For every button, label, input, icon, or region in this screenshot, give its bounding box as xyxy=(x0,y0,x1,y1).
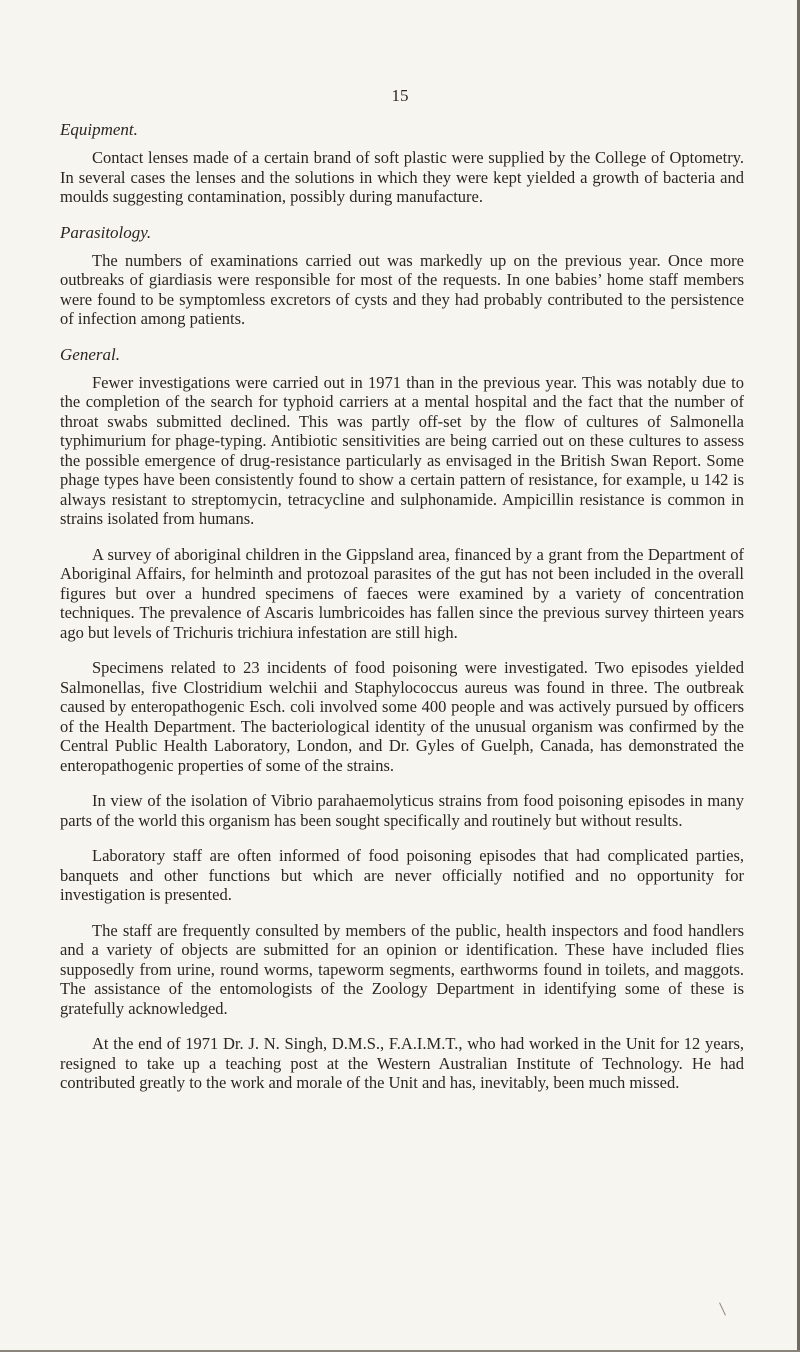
paragraph: The numbers of examinations carried out was markedly up on the previous year. Once more outbreaks of giardiasis were responsible for most of the requests. In one babies’ home staff members were found to be symptomless excretors of cysts and they had probably contributed to the persistence of infection among patients. xyxy=(60,250,744,328)
page-number: 15 xyxy=(391,86,409,105)
section-general xyxy=(60,345,744,1093)
paragraph: The staff are frequently consulted by members of the public, health inspectors and food handlers and a variety of objects are submitted for an opinion or identification. These have included flies supposedly from urine, round worms, tapeworm segments, earthworms found in toilets, and maggots. The assistance of the entomologists of the Zoology Department in identifying some of these is gratefully acknowledged. xyxy=(60,920,744,1018)
paragraph: Specimens related to 23 incidents of food poisoning were investigated. Two episodes yielded Salmonellas, five Clostridium welchii and Staphylococcus aureus was found in three. The outbreak caused by enteropathogenic Esch. coli involved some 400 people and was actively pursued by officers of the Health Department. The bacteriological identity of the unusual organism was confirmed by the Central Public Health Laboratory, London, and Dr. Gyles of Guelph, Canada, has demonstrated the enteropathogenic properties of some of the strains. xyxy=(60,658,744,775)
document-body xyxy=(60,120,744,1109)
paragraph: At the end of 1971 Dr. J. N. Singh, D.M.S., F.A.I.M.T., who had worked in the Unit for 12 years, resigned to take up a teaching post at the Western Australian Institute of Technology. He had contributed greatly to the work and morale of the Unit and has, inevitably, been much missed. xyxy=(60,1034,744,1092)
paragraph: Contact lenses made of a certain brand of soft plastic were supplied by the College of Optometry. In several cases the lenses and the solutions in which they were kept yielded a growth of bacteria and moulds suggesting contamination, possibly during manufacture. xyxy=(60,148,744,206)
paragraph: Laboratory staff are often informed of food poisoning episodes that had complicated parties, banquets and other functions but which are never officially notified and no opportunity for investigation is presented. xyxy=(60,846,744,904)
stray-pen-mark xyxy=(719,1302,726,1315)
section-parasitology xyxy=(60,223,744,329)
section-heading: General. xyxy=(60,344,120,364)
paragraph: In view of the isolation of Vibrio parahaemolyticus strains from food poisoning episodes in many parts of the world this organism has been sought specifically and routinely but without results. xyxy=(60,791,744,830)
section-equipment xyxy=(60,120,744,207)
paragraph: Fewer investigations were carried out in 1971 than in the previous year. This was notably due to the completion of the search for typhoid carriers at a mental hospital and the fact that the number of throat swabs submitted declined. This was partly off-set by the flow of cultures of Salmonella typhimurium for phage-typing. Antibiotic sensitivities are being carried out on these cultures to assess the possible emergence of drug-resistance particularly as envisaged in the British Swan Report. Some phage types have been consistently found to show a certain pattern of resistance, for example, u 142 is always resistant to streptomycin, tetracycline and sulphonamide. Ampicillin resistance is common in strains isolated from humans. xyxy=(60,372,744,528)
paragraph: A survey of aboriginal children in the Gippsland area, financed by a grant from the Department of Aboriginal Affairs, for helminth and protozoal parasites of the gut has not been included in the overall figures but over a hundred specimens of faeces were examined by a variety of concentration techniques. The prevalence of Ascaris lumbricoides has fallen since the previous survey thirteen years ago but levels of Trichuris trichiura infestation are still high. xyxy=(60,544,744,642)
section-heading: Parasitology. xyxy=(60,222,152,242)
section-heading: Equipment. xyxy=(60,120,138,139)
